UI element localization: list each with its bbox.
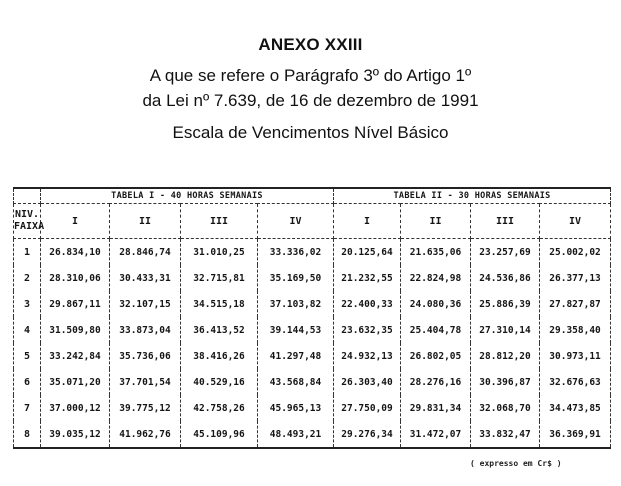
table-40h-header: TABELA I - 40 HORAS SEMANAIS	[41, 188, 334, 204]
salary-cell: 37.000,12	[41, 395, 110, 421]
salary-cell: 30.973,11	[540, 343, 611, 369]
salary-cell: 30.433,31	[110, 265, 181, 291]
level-range-header	[14, 204, 45, 239]
table-row	[14, 239, 611, 266]
table-row	[14, 291, 611, 317]
range-cell: 5	[14, 343, 41, 369]
salary-cell: 48.493,21	[258, 421, 334, 448]
salary-cell: 30.396,87	[471, 369, 540, 395]
salary-cell: 38.416,26	[181, 343, 258, 369]
reference-line-2: da Lei nº 7.639, de 16 de dezembro de 1991	[142, 91, 479, 110]
salary-cell: 28.846,74	[110, 239, 181, 266]
range-cell: 1	[14, 239, 41, 266]
salary-cell: 42.758,26	[181, 395, 258, 421]
salary-cell: 21.635,06	[401, 239, 471, 266]
table-row	[14, 317, 611, 343]
level-label: NIV.	[14, 209, 40, 220]
salary-cell: 28.812,20	[471, 343, 540, 369]
salary-cell: 39.775,12	[110, 395, 181, 421]
table-row	[14, 421, 611, 448]
salary-cell: 23.257,69	[471, 239, 540, 266]
table-row	[14, 265, 611, 291]
column-header: IV	[258, 204, 334, 239]
salary-cell: 40.529,16	[181, 369, 258, 395]
salary-cell: 35.071,20	[41, 369, 110, 395]
salary-cell: 22.400,33	[334, 291, 401, 317]
salary-cell: 29.831,34	[401, 395, 471, 421]
column-header: III	[471, 204, 540, 239]
table-body	[14, 239, 611, 449]
salary-cell: 28.276,16	[401, 369, 471, 395]
salary-cell: 28.310,06	[41, 265, 110, 291]
range-cell: 6	[14, 369, 41, 395]
salary-cell: 39.144,53	[258, 317, 334, 343]
salary-cell: 26.377,13	[540, 265, 611, 291]
table-row	[14, 395, 611, 421]
salary-cell: 33.832,47	[471, 421, 540, 448]
salary-cell: 26.834,10	[41, 239, 110, 266]
table-row	[14, 369, 611, 395]
salary-cell: 41.297,48	[258, 343, 334, 369]
salary-cell: 29.867,11	[41, 291, 110, 317]
salary-cell: 24.536,86	[471, 265, 540, 291]
salary-cell: 37.103,82	[258, 291, 334, 317]
salary-cell: 36.413,52	[181, 317, 258, 343]
salary-cell: 23.632,35	[334, 317, 401, 343]
salary-cell: 27.310,14	[471, 317, 540, 343]
salary-cell: 27.750,09	[334, 395, 401, 421]
salary-cell: 25.886,39	[471, 291, 540, 317]
salary-cell: 31.509,80	[41, 317, 110, 343]
salary-cell: 27.827,87	[540, 291, 611, 317]
salary-cell: 34.515,18	[181, 291, 258, 317]
salary-cell: 32.068,70	[471, 395, 540, 421]
salary-cell: 21.232,55	[334, 265, 401, 291]
salary-cell: 43.568,84	[258, 369, 334, 395]
salary-cell: 45.109,96	[181, 421, 258, 448]
range-cell: 4	[14, 317, 41, 343]
salary-cell: 26.802,05	[401, 343, 471, 369]
annex-title: ANEXO XXIII	[258, 35, 363, 54]
salary-cell: 37.701,54	[110, 369, 181, 395]
salary-cell: 29.276,34	[334, 421, 401, 448]
salary-cell: 32.715,81	[181, 265, 258, 291]
salary-cell: 33.242,84	[41, 343, 110, 369]
salary-table	[13, 187, 611, 449]
salary-cell: 25.404,78	[401, 317, 471, 343]
salary-cell: 33.873,04	[110, 317, 181, 343]
salary-cell: 35.169,50	[258, 265, 334, 291]
column-header: II	[110, 204, 181, 239]
salary-cell: 31.010,25	[181, 239, 258, 266]
range-cell: 2	[14, 265, 41, 291]
column-header: I	[334, 204, 401, 239]
scale-subtitle: Escala de Vencimentos Nível Básico	[172, 123, 449, 142]
salary-cell: 20.125,64	[334, 239, 401, 266]
salary-cell: 31.472,07	[401, 421, 471, 448]
column-header: III	[181, 204, 258, 239]
salary-cell: 41.962,76	[110, 421, 181, 448]
salary-cell: 34.473,85	[540, 395, 611, 421]
salary-cell: 32.676,63	[540, 369, 611, 395]
table-30h-header: TABELA II - 30 HORAS SEMANAIS	[334, 188, 611, 204]
salary-cell: 35.736,06	[110, 343, 181, 369]
salary-cell: 24.932,13	[334, 343, 401, 369]
salary-cell: 24.080,36	[401, 291, 471, 317]
salary-cell: 29.358,40	[540, 317, 611, 343]
column-header: I	[41, 204, 110, 239]
range-cell: 7	[14, 395, 41, 421]
salary-cell: 39.035,12	[41, 421, 110, 448]
reference-line-1: A que se refere o Parágrafo 3º do Artigo 1º	[149, 66, 472, 85]
salary-cell: 25.002,02	[540, 239, 611, 266]
table-row	[14, 343, 611, 369]
salary-cell: 22.824,98	[401, 265, 471, 291]
salary-cell: 33.336,02	[258, 239, 334, 266]
range-cell: 3	[14, 291, 41, 317]
range-label: FAIXA	[14, 221, 45, 232]
salary-cell: 26.303,40	[334, 369, 401, 395]
column-header: IV	[540, 204, 611, 239]
column-header: II	[401, 204, 471, 239]
corner-cell	[14, 188, 41, 204]
salary-cell: 32.107,15	[110, 291, 181, 317]
currency-note: ( expresso em Cr$ )	[470, 459, 562, 468]
range-cell: 8	[14, 421, 41, 448]
salary-cell: 36.369,91	[540, 421, 611, 448]
salary-cell: 45.965,13	[258, 395, 334, 421]
